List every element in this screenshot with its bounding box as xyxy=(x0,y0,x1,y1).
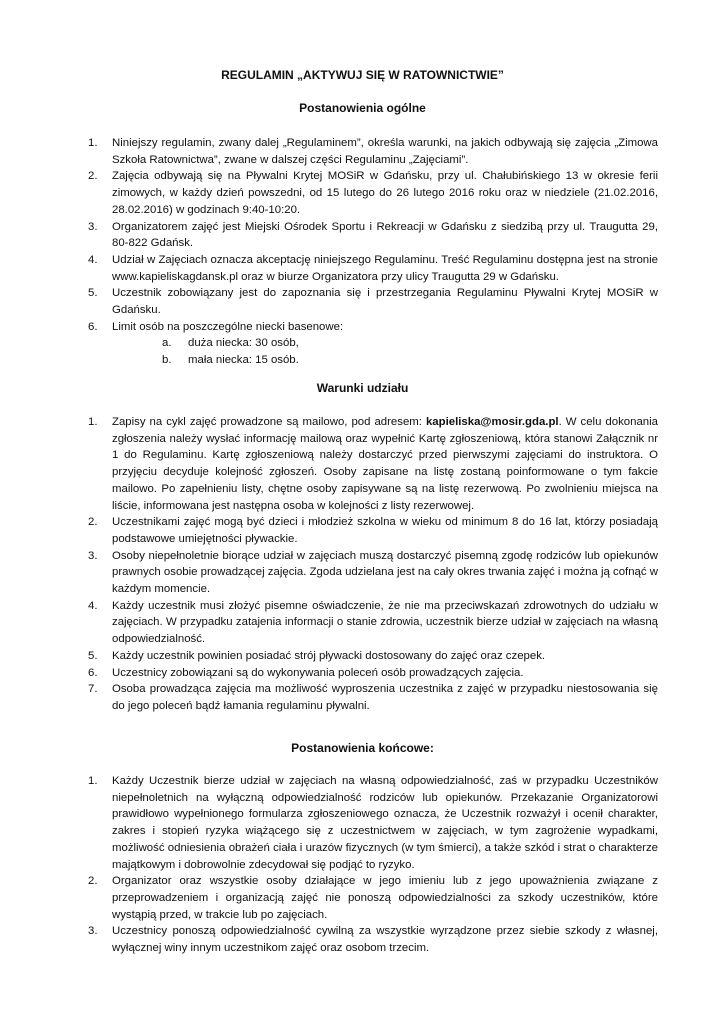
item-text: Osoba prowadząca zajęcia ma możliwość wyproszenia uczestnika z zajęć w przypadku niestosowania się do jego poleceń bądź łamania regulaminu pływalni. xyxy=(112,683,658,712)
subitem-letter: b. xyxy=(162,354,172,367)
list-item xyxy=(88,598,658,648)
item-number: 5. xyxy=(88,287,98,300)
item-text: Uczestnik zobowiązany jest do zapoznania się i przestrzegania Regulaminu Pływalni Krytej MOSiR w Gdańsku. xyxy=(112,287,658,317)
list-item xyxy=(88,873,658,923)
item-text: Osoby niepełnoletnie biorące udział w zajęciach muszą dostarczyć pisemną zgodę rodziców lub opiekunów prawnych osobie prowadzącej zajęcia. Zgoda udzielana jest na cały okres trwania zajęć i można ją cofnąć w każdym momencie. xyxy=(112,549,658,596)
item-number: 6. xyxy=(88,666,98,679)
subitem-text: duża niecka: 30 osób, xyxy=(188,337,299,350)
general-provisions-list xyxy=(88,135,658,369)
item-text xyxy=(112,414,658,514)
list-item xyxy=(88,648,658,665)
list-item xyxy=(88,135,658,168)
final-provisions-list xyxy=(88,773,658,957)
item-text-after: . W celu dokonania zgłoszenia należy wysłać informację mailową oraz wypełnić Kartę zgłoszeniową, która stanowi Załącznik nr 1 do Regulaminu. Kartę zgłoszeniową należy dostarczyć przed pierwszymi zajęciami do instruktora. O przyjęciu decyduje kolejność zgłoszeń. Osoby zapisane na listę zostaną poinformowane o tym fakcie mailowo. Po zapełnieniu listy, chętne osoby zapisywane są na listę rezerwową. Po zwolnieniu miejsca na liście, informowana jest następna osoba w kolejności z listy rezerwowej. xyxy=(112,416,658,512)
item-number: 7. xyxy=(88,683,98,696)
list-item xyxy=(88,414,658,514)
item-number: 3. xyxy=(88,220,98,233)
item-text: Zajęcia odbywają się na Pływalni Krytej MOSiR w Gdańsku, przy ul. Chałubińskiego 13 w okresie ferii zimowych, w każdy dzień powszedni, od 15 lutego do 26 lutego 2016 roku oraz w niedziele (21.02.2016, 28.02.2016) w godzinach 9:40-10:20. xyxy=(112,170,658,216)
subitem-letter: a. xyxy=(162,337,172,350)
list-item xyxy=(88,252,658,285)
item-text: Organizator oraz wszystkie osoby działające w jego imieniu lub z jego upoważnienia związane z przeprowadzeniem i organizacją zajęć nie ponoszą odpowiedzialności za szkody uczestników, które wystąpią przed, w trakcie lub po zajęciach. xyxy=(112,875,658,921)
section-heading-final: Postanowienia końcowe: xyxy=(291,741,434,755)
item-text: Uczestnikami zajęć mogą być dzieci i młodzież szkolna w wieku od minimum 8 do 16 lat, którzy posiadają podstawowe umiejętności pływackie. xyxy=(112,516,658,545)
list-item xyxy=(88,219,658,252)
item-text: Udział w Zajęciach oznacza akceptację niniejszego Regulaminu. Treść Regulaminu dostępna jest na stronie www.kapieliskagdansk.pl oraz w biurze Organizatora przy ulicy Traugutta 29 w Gdańsku. xyxy=(112,253,658,283)
item-number: 1. xyxy=(88,775,98,787)
item-text: Każdy uczestnik musi złożyć pisemne oświadczenie, że nie ma przeciwskazań zdrowotnych do udziału w zajęciach. W przypadku zatajenia informacji o stanie zdrowia, uczestnik bierze udział w zajęciach na własną odpowiedzialność. xyxy=(112,599,658,646)
item-text-before: Zapisy na cykl zajęć prowadzone są mailowo, pod adresem: xyxy=(112,416,426,428)
sublist-item xyxy=(112,352,658,369)
item-number: 3. xyxy=(88,549,98,562)
item-number: 2. xyxy=(88,516,98,529)
section-heading-general: Postanowienia ogólne xyxy=(299,101,426,115)
list-item xyxy=(88,168,658,218)
list-item xyxy=(88,665,658,682)
item-number: 4. xyxy=(88,253,98,266)
list-item xyxy=(88,319,658,369)
list-item xyxy=(88,923,658,956)
item-text: Niniejszy regulamin, zwany dalej „Regulaminem”, określa warunki, na jakich odbywają się zajęcia „Zimowa Szkoła Ratownictwa”, zwane w dalszej części Regulaminu „Zajęciami”. xyxy=(112,137,658,166)
sublist-item xyxy=(112,335,658,352)
item-number: 6. xyxy=(88,320,98,333)
list-item xyxy=(88,681,658,714)
item-number: 1. xyxy=(88,416,98,428)
item-text: Organizatorem zajęć jest Miejski Ośrodek Sportu i Rekreacji w Gdańsku z siedzibą przy ul. Traugutta 29, 80-822 Gdańsk. xyxy=(112,220,658,250)
list-item xyxy=(88,514,658,547)
item-text: Każdy uczestnik powinien posiadać strój pływacki dostosowany do zajęć oraz czepek. xyxy=(112,649,546,662)
subitem-text: mała niecka: 15 osób. xyxy=(188,354,299,367)
contact-email: kapieliska@mosir.gda.pl xyxy=(425,416,559,428)
section-heading-conditions: Warunki udziału xyxy=(316,381,409,395)
item-text: Uczestnicy zobowiązani są do wykonywania poleceń osób prowadzących zajęcia. xyxy=(112,666,524,679)
list-item xyxy=(88,773,658,873)
list-item xyxy=(88,548,658,598)
item-number: 5. xyxy=(88,649,98,662)
item-number: 4. xyxy=(88,599,98,612)
item-text: Limit osób na poszczególne niecki basenowe: xyxy=(112,320,344,333)
document-title: REGULAMIN „AKTYWUJ SIĘ W RATOWNICTWIE” xyxy=(221,68,504,82)
item-text: Każdy Uczestnik bierze udział w zajęciach na własną odpowiedzialność, zaś w przypadku Uczestników niepełnoletnich na wyłączną odpowiedzialność rodziców lub opiekunów. Przekazanie Organizatorowi prawidłowo wypełnionego formularza zgłoszeniowego oznacza, że Uczestnik rozważył i ocenił charakter, zakres i stopień ryzyka wiążącego się z uczestnictwem w zajęciach, w tym zagrożenie wypadkami, możliwość odniesienia obrażeń ciała i urazów fizycznych (w tym śmierci), a także szkód i strat o charakterze majątkowym i dobrowolnie zdecydował się podjąć to ryzyko. xyxy=(112,775,658,871)
item-number: 3. xyxy=(88,925,98,938)
item-number: 2. xyxy=(88,170,98,183)
item-number: 2. xyxy=(88,875,98,888)
participation-conditions-list xyxy=(88,414,658,715)
pool-limit-sublist xyxy=(112,335,658,368)
item-text: Uczestnicy ponoszą odpowiedzialność cywilną za wszystkie wyrządzone przez siebie szkody z własnej, wyłącznej winy innym uczestnikom zajęć oraz osobom trzecim. xyxy=(112,925,658,955)
list-item xyxy=(88,285,658,318)
item-number: 1. xyxy=(88,137,98,149)
